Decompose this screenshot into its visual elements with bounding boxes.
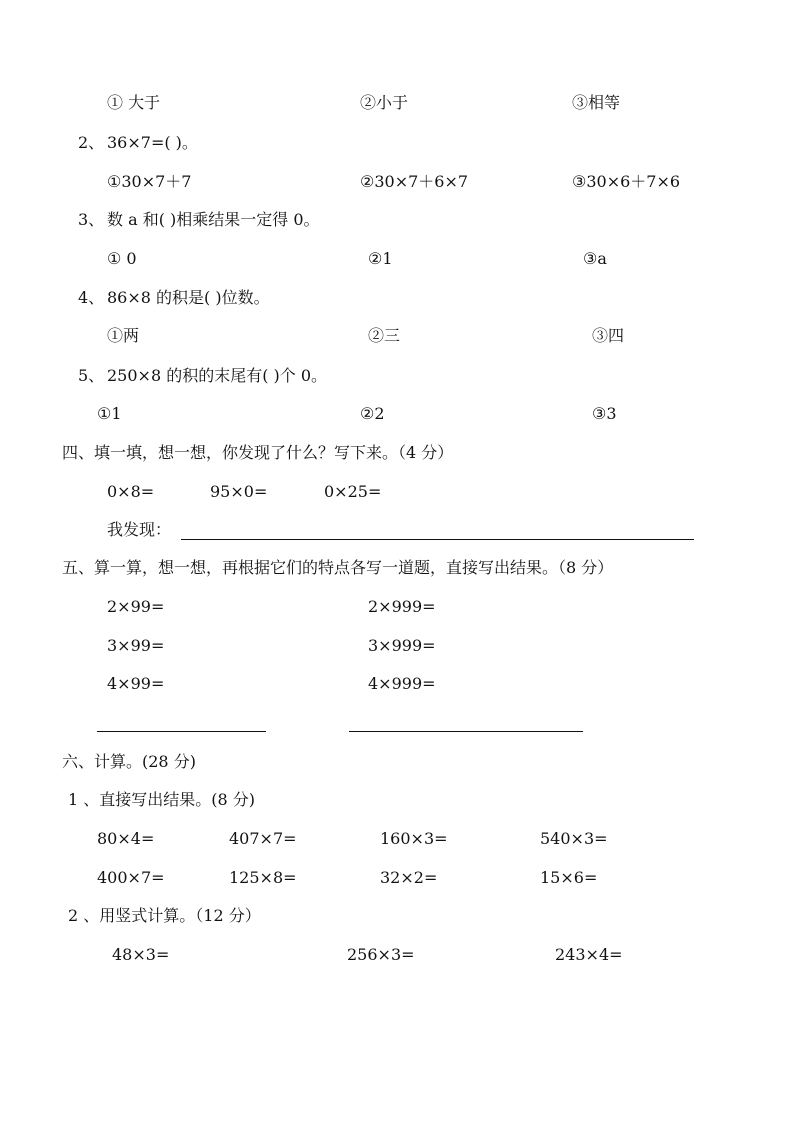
s6-r2-c3: 32×2= [380, 868, 438, 887]
s6-vertical-3: 243×4= [555, 945, 623, 964]
s6-r1-c2: 407×7= [229, 829, 297, 848]
q5-option-3: ③3 [592, 404, 617, 423]
s6-r1-c4: 540×3= [540, 829, 608, 848]
s6-r1-c1: 80×4= [97, 829, 155, 848]
s5-right-3: 4×999= [368, 674, 436, 693]
s6-r2-c1: 400×7= [97, 868, 165, 887]
s4-expr-2: 95×0= [210, 482, 268, 501]
q2-option-2: ②30×7＋6×7 [360, 172, 469, 191]
section-6-heading: 六、计算。(28 分) [62, 752, 196, 771]
s5-right-2: 3×999= [368, 636, 436, 655]
q4-option-3: ③四 [592, 326, 625, 345]
s6-vertical-2: 256×3= [347, 945, 415, 964]
q3-option-1: ① 0 [107, 249, 137, 268]
section-4-heading: 四、填一填，想一想，你发现了什么？写下来。（4 分） [62, 443, 454, 462]
q2-number: 2、 [78, 133, 105, 152]
q4-number: 4、 [78, 288, 105, 307]
q1-option-1: ① 大于 [107, 93, 161, 112]
q5-option-1: ①1 [97, 404, 122, 423]
s4-expr-3: 0×25= [324, 482, 382, 501]
s5-left-2: 3×99= [107, 636, 165, 655]
q4-option-1: ①两 [107, 326, 140, 345]
s6-r2-c4: 15×6= [540, 868, 598, 887]
q5-option-2: ②2 [360, 404, 385, 423]
s6-sub-1: 1 、直接写出结果。(8 分) [68, 790, 256, 809]
s5-answer-line-right[interactable] [349, 731, 583, 732]
s5-left-3: 4×99= [107, 674, 165, 693]
q3-text: 数 a 和( )相乘结果一定得 0。 [107, 210, 320, 229]
found-label: 我发现： [107, 520, 172, 539]
s6-vertical-1: 48×3= [112, 945, 170, 964]
s6-sub-2: 2 、用竖式计算。（12 分） [68, 906, 261, 925]
q3-option-3: ③a [583, 249, 607, 268]
s4-expr-1: 0×8= [107, 482, 155, 501]
q3-option-2: ②1 [368, 249, 393, 268]
q2-text: 36×7=( )。 [107, 133, 198, 152]
s5-answer-line-left[interactable] [97, 731, 266, 732]
q5-text: 250×8 的积的末尾有( )个 0。 [107, 366, 328, 385]
q3-number: 3、 [78, 210, 105, 229]
s5-left-1: 2×99= [107, 597, 165, 616]
q4-text: 86×8 的积是( )位数。 [107, 288, 270, 307]
section-5-heading: 五、算一算，想一想，再根据它们的特点各写一道题，直接写出结果。（8 分） [62, 558, 614, 577]
q4-option-2: ②三 [368, 326, 401, 345]
s6-r2-c2: 125×8= [229, 868, 297, 887]
found-answer-line[interactable] [181, 539, 694, 540]
s6-r1-c3: 160×3= [380, 829, 448, 848]
q5-number: 5、 [78, 366, 105, 385]
q2-option-1: ①30×7＋7 [107, 172, 192, 191]
q2-option-3: ③30×6＋7×6 [572, 172, 681, 191]
q1-option-3: ③相等 [572, 93, 621, 112]
s5-right-1: 2×999= [368, 597, 436, 616]
q1-option-2: ②小于 [360, 93, 409, 112]
